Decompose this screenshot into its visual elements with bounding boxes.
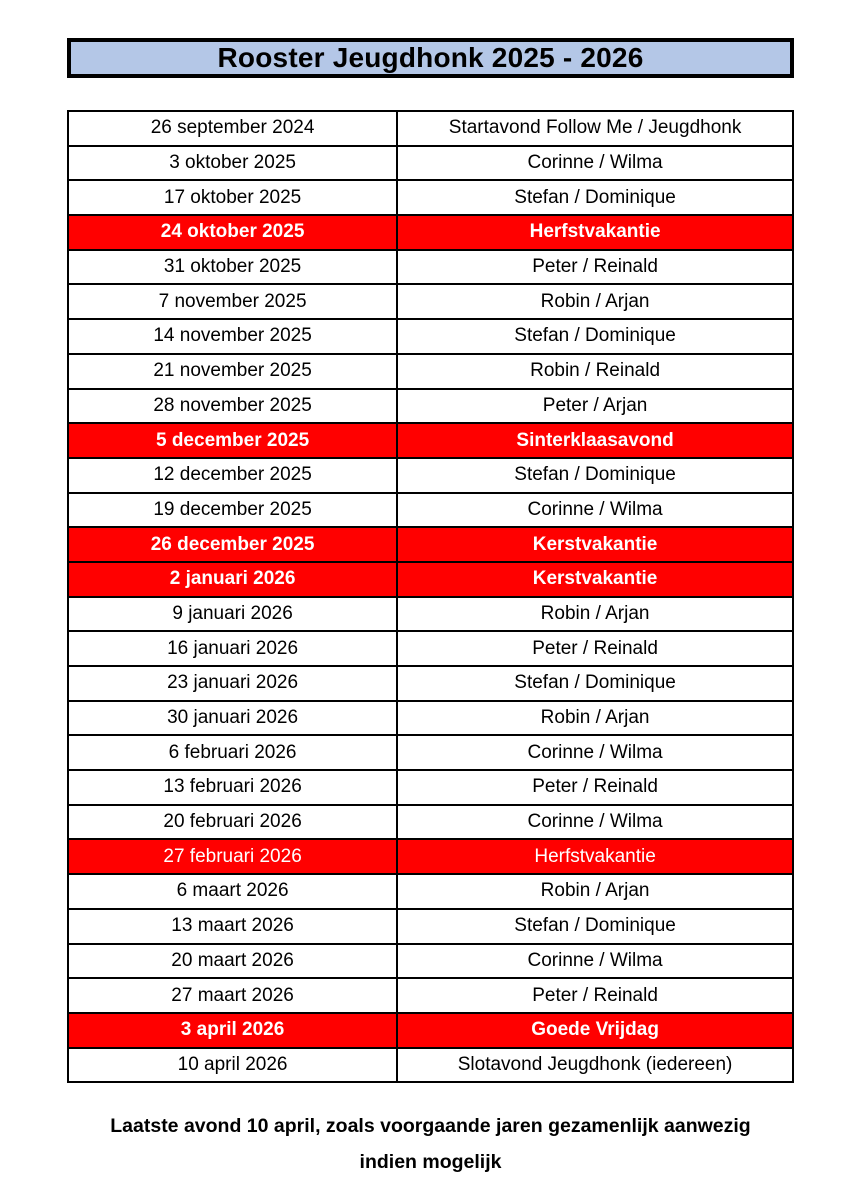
assignment-cell: Robin / Arjan <box>397 874 793 909</box>
assignment-cell: Startavond Follow Me / Jeugdhonk <box>397 111 793 146</box>
date-cell: 10 april 2026 <box>68 1048 397 1083</box>
date-cell: 23 januari 2026 <box>68 666 397 701</box>
assignment-cell: Herfstvakantie <box>397 215 793 250</box>
date-cell: 20 februari 2026 <box>68 805 397 840</box>
table-row <box>68 701 793 736</box>
date-cell: 2 januari 2026 <box>68 562 397 597</box>
assignment-cell: Robin / Arjan <box>397 284 793 319</box>
assignment-cell: Goede Vrijdag <box>397 1013 793 1048</box>
date-cell: 7 november 2025 <box>68 284 397 319</box>
assignment-cell: Corinne / Wilma <box>397 493 793 528</box>
assignment-cell: Peter / Reinald <box>397 250 793 285</box>
table-row <box>68 319 793 354</box>
assignment-cell: Stefan / Dominique <box>397 319 793 354</box>
title-banner <box>67 38 794 78</box>
table-row <box>68 354 793 389</box>
assignment-cell: Stefan / Dominique <box>397 666 793 701</box>
assignment-cell: Stefan / Dominique <box>397 909 793 944</box>
table-row <box>68 631 793 666</box>
date-cell: 3 oktober 2025 <box>68 146 397 181</box>
date-cell: 3 april 2026 <box>68 1013 397 1048</box>
table-row <box>68 458 793 493</box>
schedule-table <box>67 110 794 1083</box>
date-cell: 13 maart 2026 <box>68 909 397 944</box>
table-row <box>68 423 793 458</box>
date-cell: 13 februari 2026 <box>68 770 397 805</box>
table-row <box>68 250 793 285</box>
table-row <box>68 146 793 181</box>
assignment-cell: Peter / Arjan <box>397 389 793 424</box>
date-cell: 21 november 2025 <box>68 354 397 389</box>
assignment-cell: Robin / Arjan <box>397 701 793 736</box>
table-row <box>68 1013 793 1048</box>
table-row <box>68 389 793 424</box>
footer-note <box>0 1108 861 1180</box>
assignment-cell: Peter / Reinald <box>397 978 793 1013</box>
table-row <box>68 944 793 979</box>
date-cell: 27 februari 2026 <box>68 839 397 874</box>
assignment-cell: Stefan / Dominique <box>397 180 793 215</box>
table-row <box>68 978 793 1013</box>
assignment-cell: Slotavond Jeugdhonk (iedereen) <box>397 1048 793 1083</box>
footer-line-2: indien mogelijk <box>359 1151 502 1173</box>
page-title: Rooster Jeugdhonk 2025 - 2026 <box>217 42 644 73</box>
table-row <box>68 874 793 909</box>
table-row <box>68 666 793 701</box>
assignment-cell: Robin / Reinald <box>397 354 793 389</box>
date-cell: 14 november 2025 <box>68 319 397 354</box>
table-row <box>68 909 793 944</box>
assignment-cell: Corinne / Wilma <box>397 735 793 770</box>
date-cell: 16 januari 2026 <box>68 631 397 666</box>
assignment-cell: Corinne / Wilma <box>397 805 793 840</box>
date-cell: 31 oktober 2025 <box>68 250 397 285</box>
date-cell: 9 januari 2026 <box>68 597 397 632</box>
table-row <box>68 527 793 562</box>
assignment-cell: Stefan / Dominique <box>397 458 793 493</box>
table-row <box>68 805 793 840</box>
date-cell: 26 december 2025 <box>68 527 397 562</box>
assignment-cell: Kerstvakantie <box>397 562 793 597</box>
table-row <box>68 770 793 805</box>
date-cell: 19 december 2025 <box>68 493 397 528</box>
table-row <box>68 215 793 250</box>
table-row <box>68 562 793 597</box>
table-row <box>68 284 793 319</box>
date-cell: 12 december 2025 <box>68 458 397 493</box>
table-row <box>68 1048 793 1083</box>
schedule-table-body <box>68 111 793 1082</box>
assignment-cell: Corinne / Wilma <box>397 146 793 181</box>
table-row <box>68 493 793 528</box>
date-cell: 6 maart 2026 <box>68 874 397 909</box>
footer-line-1: Laatste avond 10 april, zoals voorgaande jaren gezamenlijk aanwezig <box>110 1115 751 1137</box>
table-row <box>68 597 793 632</box>
assignment-cell: Peter / Reinald <box>397 631 793 666</box>
assignment-cell: Sinterklaasavond <box>397 423 793 458</box>
date-cell: 24 oktober 2025 <box>68 215 397 250</box>
date-cell: 17 oktober 2025 <box>68 180 397 215</box>
date-cell: 28 november 2025 <box>68 389 397 424</box>
date-cell: 20 maart 2026 <box>68 944 397 979</box>
assignment-cell: Kerstvakantie <box>397 527 793 562</box>
assignment-cell: Corinne / Wilma <box>397 944 793 979</box>
table-row <box>68 111 793 146</box>
date-cell: 26 september 2024 <box>68 111 397 146</box>
assignment-cell: Peter / Reinald <box>397 770 793 805</box>
date-cell: 30 januari 2026 <box>68 701 397 736</box>
date-cell: 27 maart 2026 <box>68 978 397 1013</box>
date-cell: 6 februari 2026 <box>68 735 397 770</box>
table-row <box>68 180 793 215</box>
assignment-cell: Robin / Arjan <box>397 597 793 632</box>
table-row <box>68 839 793 874</box>
table-row <box>68 735 793 770</box>
date-cell: 5 december 2025 <box>68 423 397 458</box>
assignment-cell: Herfstvakantie <box>397 839 793 874</box>
